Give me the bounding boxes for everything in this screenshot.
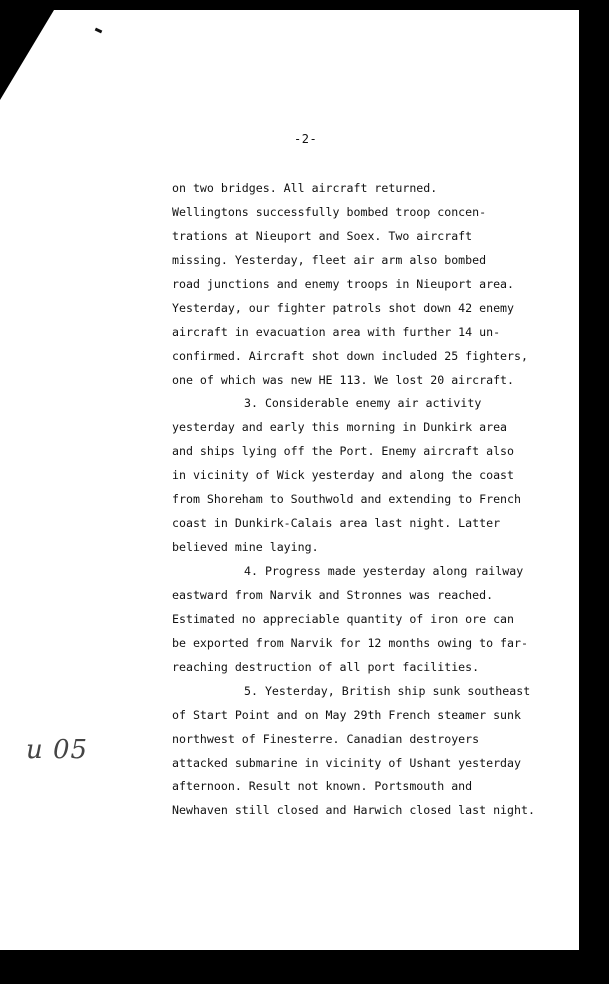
text-line: trations at Nieuport and Soex. Two aircraft — [172, 228, 473, 243]
text-line: confirmed. Aircraft shot down included 25 fighters, — [172, 348, 528, 363]
text-line: Newhaven still closed and Harwich closed last night. — [172, 803, 535, 818]
text-line: Estimated no appreciable quantity of iron ore can — [172, 611, 515, 626]
text-line: Wellingtons successfully bombed troop concen- — [172, 204, 487, 219]
text-line: from Shoreham to Southwold and extending to French — [172, 492, 522, 507]
text-line: of Start Point and on May 29th French steamer sunk — [172, 707, 522, 722]
text-line: believed mine laying. — [172, 540, 319, 555]
scan-border-top — [0, 0, 609, 10]
paragraph-3-start: 3. Considerable enemy air activity — [244, 396, 482, 411]
text-line: on two bridges. All aircraft returned. — [172, 181, 438, 195]
text-line: northwest of Finesterre. Canadian destroyers — [172, 731, 480, 746]
text-line: reaching destruction of all port facilities. — [172, 659, 480, 674]
text-line: and ships lying off the Port. Enemy aircraft also — [172, 444, 515, 459]
paragraph-5-start: 5. Yesterday, British ship sunk southeast — [244, 683, 531, 698]
handwritten-margin-note: u 05 — [26, 735, 89, 765]
scan-border-bottom — [0, 950, 609, 984]
stray-mark — [95, 28, 103, 34]
text-line: afternoon. Result not known. Portsmouth and — [172, 779, 473, 794]
text-line: road junctions and enemy troops in Nieuport area. — [172, 276, 515, 291]
text-line: be exported from Narvik for 12 months owing to far- — [172, 635, 528, 650]
scan-border-right — [579, 0, 609, 984]
scan-corner-shadow — [0, 0, 60, 100]
text-line: missing. Yesterday, fleet air arm also bombed — [172, 252, 487, 267]
text-line: attacked submarine in vicinity of Ushant yesterday — [172, 755, 522, 770]
text-line: yesterday and early this morning in Dunkirk area — [172, 420, 508, 435]
text-line: eastward from Narvik and Stronnes was reached. — [172, 587, 494, 602]
text-line: coast in Dunkirk-Calais area last night. Latter — [172, 516, 501, 531]
text-line: Yesterday, our fighter patrols shot down 42 enemy — [172, 300, 515, 315]
text-line: aircraft in evacuation area with further 14 un- — [172, 324, 501, 339]
text-line: in vicinity of Wick yesterday and along the coast — [172, 468, 515, 483]
document-body — [172, 177, 564, 823]
paragraph-4-start: 4. Progress made yesterday along railway — [244, 564, 524, 578]
text-line: one of which was new HE 113. We lost 20 aircraft. — [172, 372, 515, 387]
page-number: -2- — [294, 132, 318, 146]
